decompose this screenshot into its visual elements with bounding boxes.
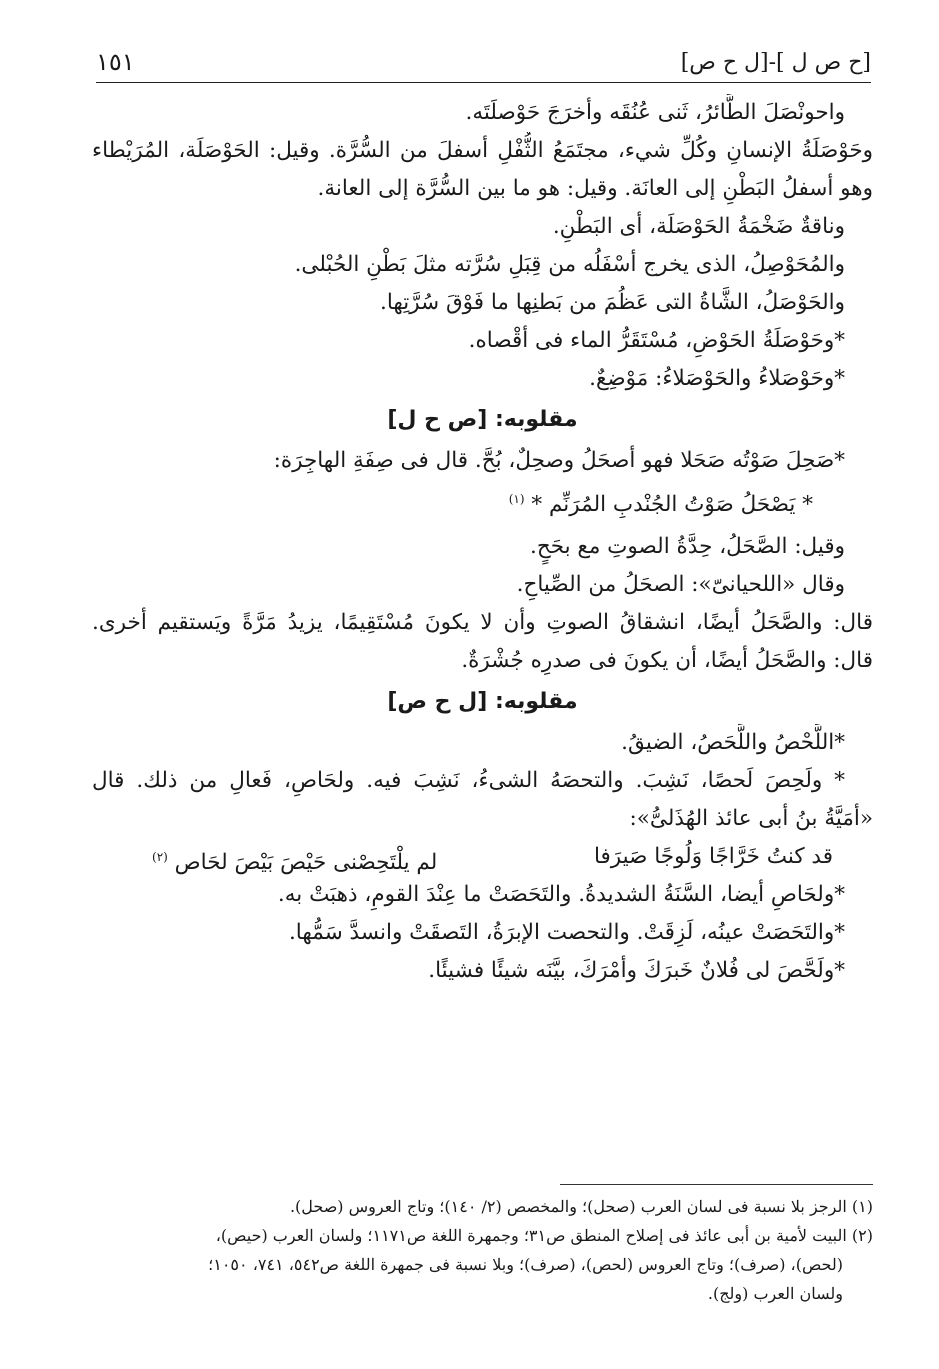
footnote-continuation: (لحص)، (صرف)؛ وتاج العروس (لحص)، (صرف)؛ وبلا نسبة فى جمهرة اللغة ص٥٤٢، ٧٤١، ١٠٥٠؛ xyxy=(208,1255,843,1274)
text-line: وقيل: الصَّحَلُ، حِدَّةُ الصوتِ مع بحَحٍ. xyxy=(529,534,845,559)
text-line: *والتَحَصَتْ عينُه، لَزِقَتْ. والتحصت الإبرَةُ، التَصقَتْ وانسدَّ سَمُّها. xyxy=(288,920,845,945)
text-line: وحَوْصَلَةُ الإنسانِ وكُلِّ شيء، مجتَمَعُ الثُّفْلِ أسفلَ من السُّرَّة. وقيل: الحَوْصَلَة، المُرَيْطاء xyxy=(92,138,873,163)
text-line: وهو أسفلُ البَطْنِ إلى العانَة. وقيل: هو ما بين السُّرَّة إلى العانة. xyxy=(317,176,873,201)
verse-text: * يَصْحَلُ صَوْتُ الجُنْدبِ المُرَنِّمِ * xyxy=(531,492,813,518)
verse-hemistich-first: قد كنتُ خَرَّاجًا وَلُوجًا صَيرَفا xyxy=(593,844,833,869)
page-number: ١٥١ xyxy=(96,48,135,76)
root-title: [ح ص ل ]-[ل ح ص] xyxy=(680,49,871,75)
page-header xyxy=(96,42,871,82)
verse-text: لم يلْتَحِصْنى حَيْصَ بَيْصَ لحَاصِ xyxy=(174,850,438,876)
text-line: *ولَحَّصَ لى فُلانٌ خَبرَكَ وأمْرَكَ، بيَّنَه شيئًا فشيئًا. xyxy=(428,958,845,983)
text-line: *وحَوْصَلَةُ الحَوْضِ، مُسْتَقَرُّ الماء فى أقْصاه. xyxy=(468,328,845,353)
text-line: وقال «اللحيانىّ»: الصحَلُ من الصِّياحِ. xyxy=(516,572,845,597)
section-heading: مقلوبه: [ل ح ص] xyxy=(387,689,578,714)
footnote-marker: (١) xyxy=(508,492,525,506)
footnote-continuation: ولسان العرب (ولج). xyxy=(707,1284,843,1303)
text-line: *وحَوْصَلاءُ والحَوْصَلاءُ: مَوْضِعٌ. xyxy=(589,366,845,391)
text-line: وناقةٌ ضَخْمَةُ الحَوْصَلَة، أى البَطْنِ. xyxy=(552,214,845,239)
text-line: واحونْصَلَ الطَّائرُ، ثَنى عُنُقَه وأخرَجَ حَوْصلَتَه. xyxy=(465,100,845,125)
header-rule xyxy=(96,82,871,83)
text-line: والحَوْصَلُ، الشَّاةُ التى عَظُمَ من بَطنِها ما فَوْقَ سُرَّتِها. xyxy=(379,290,845,315)
footnote: (٢) البيت لأمية بن أبى عائذ فى إصلاح المنطق ص٣١؛ وجمهرة اللغة ص١١٧١؛ ولسان العرب (حيص)، xyxy=(215,1226,873,1245)
text-line: «أمَيَّةُ بنُ أبى عائذ الهُذَلىُّ»: xyxy=(629,806,873,831)
footnote-marker: (٢) xyxy=(152,850,168,864)
text-line: *اللَّحْصُ واللَّحَصُ، الضيقُ. xyxy=(621,730,845,755)
verse-line xyxy=(92,480,873,518)
text-line: * ولَحِصَ لَحصًا، نَشِبَ. والتحصَهُ الشىءُ، نَشِبَ فيه. ولحَاصِ، فَعالِ من ذلك. قال xyxy=(92,768,845,793)
footnote: (١) الرجز بلا نسبة فى لسان العرب (صحل)؛ والمخصص (٢/ ١٤٠)؛ وتاج العروس (صحل). xyxy=(289,1197,873,1216)
text-line: قال: والصَّحَلُ أيضًا، أن يكونَ فى صدرِه جُشْرَةٌ. xyxy=(461,648,873,673)
text-line: قال: والصَّحَلُ أيضًا، انشقاقُ الصوتِ وأن لا يكونَ مُسْتَقِيمًا، يزيدُ مَرَّةً ويَستقيم أخرى. xyxy=(92,610,873,635)
text-line: *ولحَاصِ أيضا، السَّنَةُ الشديدةُ. والتَحَصَتْ ما عِنْدَ القومِ، ذهبَتْ به. xyxy=(277,882,845,907)
footnotes xyxy=(92,1192,873,1308)
text-line: *صَحِلَ صَوْتُه صَحَلا فهو أصحَلُ وصحِلٌ، بُحَّ. قال فى صِفَةِ الهاجِرَة: xyxy=(273,448,845,473)
footnote-rule xyxy=(560,1184,873,1185)
text-line: والمُحَوْصِلُ، الذى يخرج أسْفَلُه من قِبَلِ سُرَّته مثلَ بَطْنِ الحُبْلى. xyxy=(294,252,845,277)
verse-line xyxy=(92,838,873,876)
main-text xyxy=(92,94,873,990)
section-heading: مقلوبه: [ص ح ل] xyxy=(387,407,578,432)
verse-hemistich-second xyxy=(152,838,437,876)
